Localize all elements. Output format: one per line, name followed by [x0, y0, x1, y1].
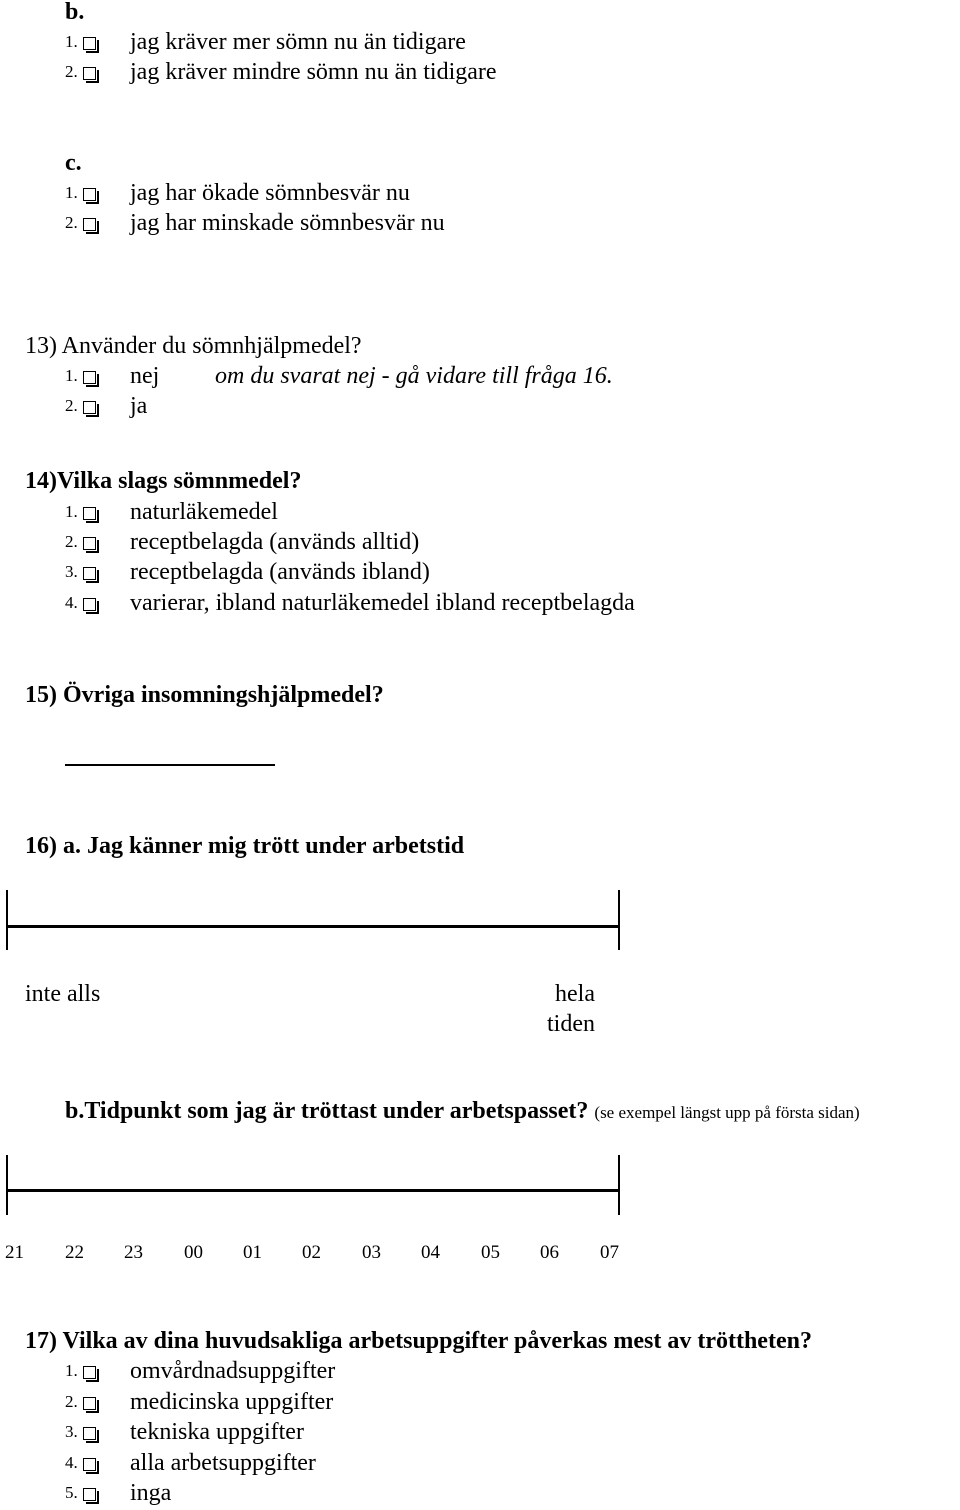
question-13-title: 13) Använder du sömnhjälpmedel?	[25, 333, 362, 359]
option-number: 1.	[65, 32, 78, 51]
checkbox-icon[interactable]	[83, 1427, 96, 1440]
checkbox-icon[interactable]	[83, 401, 96, 414]
time-tick: 00	[184, 1242, 203, 1263]
scale-end-right	[618, 890, 620, 950]
time-tick: 04	[421, 1242, 440, 1263]
scale-right-label-2: tiden	[547, 1011, 595, 1037]
option-label: receptbelagda (används alltid)	[130, 529, 420, 555]
option-13-2[interactable]	[0, 391, 960, 421]
option-number: 4.	[65, 1453, 78, 1472]
checkbox-icon[interactable]	[83, 567, 96, 580]
option-number: 2.	[65, 213, 78, 232]
option-label: naturläkemedel	[130, 499, 278, 525]
checkbox-icon[interactable]	[83, 371, 96, 384]
checkbox-icon[interactable]	[83, 188, 96, 201]
time-tick: 05	[481, 1242, 500, 1263]
section-b-label: b.	[65, 0, 85, 25]
time-tick: 01	[243, 1242, 262, 1263]
time-tick: 03	[362, 1242, 381, 1263]
time-tick: 23	[124, 1242, 143, 1263]
option-number: 1.	[65, 1361, 78, 1380]
question-14-title: 14)Vilka slags sömnmedel?	[25, 468, 302, 494]
answer-line[interactable]	[65, 764, 275, 766]
question-15-title: 15) Övriga insomningshjälpmedel?	[25, 682, 384, 708]
checkbox-icon[interactable]	[83, 37, 96, 50]
option-14-2[interactable]	[0, 527, 960, 557]
time-tick: 22	[65, 1242, 84, 1263]
option-17-4[interactable]	[0, 1448, 960, 1478]
option-number: 4.	[65, 593, 78, 612]
option-number: 1.	[65, 183, 78, 202]
option-label: ja	[130, 393, 148, 419]
option-number: 2.	[65, 1392, 78, 1411]
option-13-1[interactable]	[0, 361, 960, 391]
option-number: 3.	[65, 1422, 78, 1441]
option-c-2[interactable]	[0, 208, 960, 238]
option-17-5[interactable]	[0, 1478, 960, 1508]
checkbox-icon[interactable]	[83, 218, 96, 231]
question-16a-title: 16) a. Jag känner mig trött under arbetstid	[25, 833, 465, 859]
option-label: alla arbetsuppgifter	[130, 1450, 316, 1476]
option-number: 3.	[65, 562, 78, 581]
time-tick: 07	[600, 1242, 619, 1263]
checkbox-icon[interactable]	[83, 67, 96, 80]
question-16b-title: b.Tidpunkt som jag är tröttast under arbetspasset?	[65, 1098, 589, 1124]
option-17-2[interactable]	[0, 1387, 960, 1417]
option-number: 2.	[65, 62, 78, 81]
skip-note: om du svarat nej - gå vidare till fråga 16.	[215, 363, 613, 389]
option-number: 1.	[65, 502, 78, 521]
checkbox-icon[interactable]	[83, 1458, 96, 1471]
scale-end-left	[6, 890, 8, 950]
checkbox-icon[interactable]	[83, 507, 96, 520]
option-label: omvårdnadsuppgifter	[130, 1358, 336, 1384]
time-tick: 06	[540, 1242, 559, 1263]
section-c-label: c.	[65, 150, 82, 176]
option-14-1[interactable]	[0, 497, 960, 527]
checkbox-icon[interactable]	[83, 537, 96, 550]
option-b-2[interactable]	[0, 57, 960, 87]
checkbox-icon[interactable]	[83, 1366, 96, 1379]
question-17-title: 17) Vilka av dina huvudsakliga arbetsuppgifter påverkas mest av tröttheten?	[25, 1328, 812, 1354]
time-scale-line[interactable]	[6, 1189, 620, 1192]
option-label: medicinska uppgifter	[130, 1389, 334, 1415]
question-16b-note: (se exempel längst upp på första sidan)	[594, 1103, 860, 1122]
time-tick: 02	[302, 1242, 321, 1263]
option-label: jag har ökade sömnbesvär nu	[130, 180, 410, 206]
scale-line[interactable]	[6, 925, 620, 928]
checkbox-icon[interactable]	[83, 1488, 96, 1501]
option-label: jag kräver mer sömn nu än tidigare	[130, 29, 466, 55]
option-label: nej	[130, 363, 160, 389]
option-number: 2.	[65, 396, 78, 415]
option-17-1[interactable]	[0, 1356, 960, 1386]
scale-left-label: inte alls	[25, 981, 101, 1007]
option-label: varierar, ibland naturläkemedel ibland receptbelagda	[130, 590, 635, 616]
checkbox-icon[interactable]	[83, 598, 96, 611]
option-17-3[interactable]	[0, 1417, 960, 1447]
time-scale-end-left	[6, 1155, 8, 1215]
option-label: receptbelagda (används ibland)	[130, 559, 430, 585]
time-tick: 21	[5, 1242, 24, 1263]
option-c-1[interactable]	[0, 178, 960, 208]
option-label: jag kräver mindre sömn nu än tidigare	[130, 59, 497, 85]
option-14-4[interactable]	[0, 588, 960, 618]
option-number: 1.	[65, 366, 78, 385]
option-14-3[interactable]	[0, 557, 960, 587]
option-label: inga	[130, 1480, 172, 1506]
option-label: jag har minskade sömnbesvär nu	[130, 210, 445, 236]
scale-right-label: hela	[555, 981, 595, 1007]
option-b-1[interactable]	[0, 27, 960, 57]
option-number: 5.	[65, 1483, 78, 1502]
checkbox-icon[interactable]	[83, 1397, 96, 1410]
option-number: 2.	[65, 532, 78, 551]
option-label: tekniska uppgifter	[130, 1419, 304, 1445]
time-scale-end-right	[618, 1155, 620, 1215]
